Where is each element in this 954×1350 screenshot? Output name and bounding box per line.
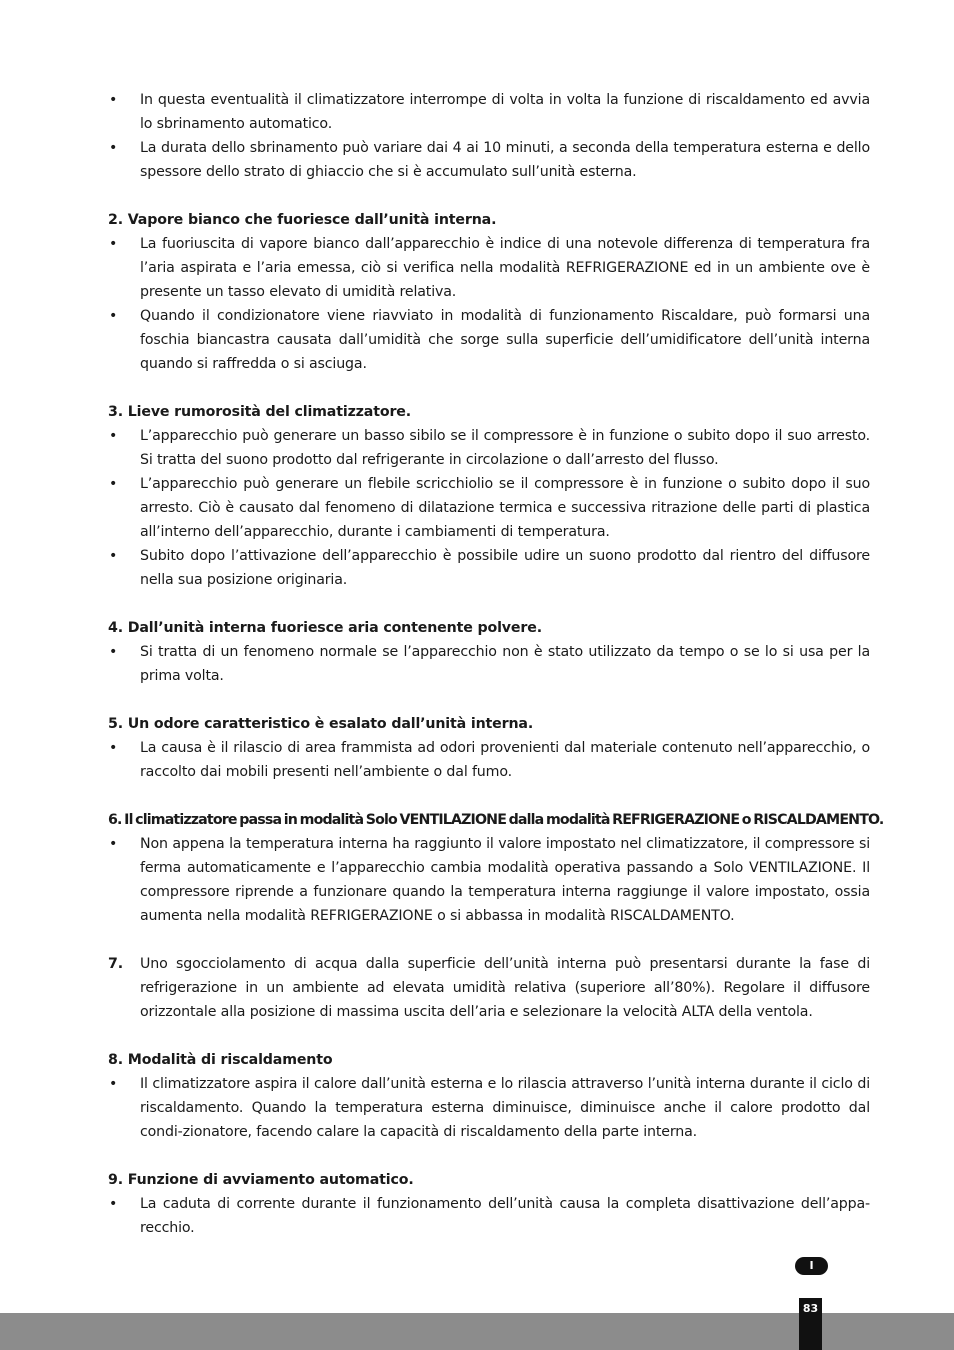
paragraph-number: 7. xyxy=(108,956,123,972)
section-heading: 2. Vapore bianco che fuoriesce dall’unità interna. xyxy=(108,212,497,228)
list-item: • La fuoriuscita di vapore bianco dall’apparecchio è indice di una notevole differenza di temperatura fra l’aria aspirata e l’aria emessa, ciò si verifica nella modalità REFRIGERAZIONE ed in un ambiente ove è presente un tasso elevato di umidità relativa. xyxy=(108,232,870,304)
list-item: • La caduta di corrente durante il funzionamento dell’unità causa la completa disattivazione dell’appa-recchio. xyxy=(108,1192,870,1240)
list-item: • Il climatizzatore aspira il calore dall’unità esterna e lo rilascia attraverso l’unità interna durante il ciclo di riscaldamento. Quando la temperatura esterna diminuisce, diminuisce anche il calore prodotto dal condi-zionatore, facendo calare la capacità di riscaldamento della parte interna. xyxy=(108,1072,870,1144)
numbered-paragraph xyxy=(108,952,870,1024)
list-item: • Subito dopo l’attivazione dell’apparecchio è possibile udire un suono prodotto dal rientro del diffusore nella sua posizione originaria. xyxy=(108,544,870,592)
section-heading: 8. Modalità di riscaldamento xyxy=(108,1052,333,1068)
list-item: • Quando il condizionatore viene riavviato in modalità di funzionamento Riscaldare, può formarsi una foschia biancastra causata dall’umidità che sorge sulla superficie dell’umidificatore dell’unità interna quando si raffredda o si asciuga. xyxy=(108,304,870,376)
section-heading: 5. Un odore caratteristico è esalato dall’unità interna. xyxy=(108,716,534,732)
section-heading: 3. Lieve rumorosità del climatizzatore. xyxy=(108,404,412,420)
list-item: • Non appena la temperatura interna ha raggiunto il valore impostato nel climatizzatore, il compressore si ferma automaticamente e l’apparecchio cambia modalità operativa passando a Solo VENTILAZIONE. Il compressore riprende a funzionare quando la temperatura interna raggiunge il valore impostato, ossia aumenta nella modalità REFRIGERAZIONE o si abbassa in modalità RISCALDAMENTO. xyxy=(108,832,870,928)
section-heading: 4. Dall’unità interna fuoriesce aria contenente polvere. xyxy=(108,620,542,636)
document-body xyxy=(108,88,884,1240)
list-item: • L’apparecchio può generare un basso sibilo se il compressore è in funzione o subito dopo il suo arresto. Si tratta del suono prodotto dal refrigerante in circolazione o dall’arresto del flusso. xyxy=(108,424,870,472)
section-heading: 9. Funzione di avviamento automatico. xyxy=(108,1172,414,1188)
page-number: 83 xyxy=(799,1298,822,1350)
language-badge: I xyxy=(795,1257,828,1275)
list-item: • La causa è il rilascio di area frammista ad odori provenienti dal materiale contenuto nell’apparecchio, o raccolto dai mobili presenti nell’ambiente o dal fumo. xyxy=(108,736,870,784)
list-item: • L’apparecchio può generare un flebile scricchiolio se il compressore è in funzione o subito dopo il suo arresto. Ciò è causato dal fenomeno di dilatazione termica e successiva ritrazione delle parti di plastica all’interno dell’apparecchio, durante i cambiamenti di temperatura. xyxy=(108,472,870,544)
list-item: • In questa eventualità il climatizzatore interrompe di volta in volta la funzione di riscaldamento ed avvia lo sbrinamento automatico. xyxy=(108,88,870,136)
list-item: • Si tratta di un fenomeno normale se l’apparecchio non è stato utilizzato da tempo o se lo si usa per la prima volta. xyxy=(108,640,870,688)
paragraph-text: Uno sgocciolamento di acqua dalla superficie dell’unità interna può presentarsi durante la fase di refrigerazione in un ambiente ad elevata umidità relativa (superiore all’80%). Regolare il diffusore orizzontale alla posizione di massima uscita dell’aria e selezionare la velocità ALTA della ventola. xyxy=(140,956,870,1020)
section-heading: 6. Il climatizzatore passa in modalità Solo VENTILAZIONE dalla modalità REFRIGERAZIONE o RISCALDAMENTO. xyxy=(108,812,884,828)
list-item: • La durata dello sbrinamento può variare dai 4 ai 10 minuti, a seconda della temperatura esterna e dello spessore dello strato di ghiaccio che si è accumulato sull’unità esterna. xyxy=(108,136,870,184)
